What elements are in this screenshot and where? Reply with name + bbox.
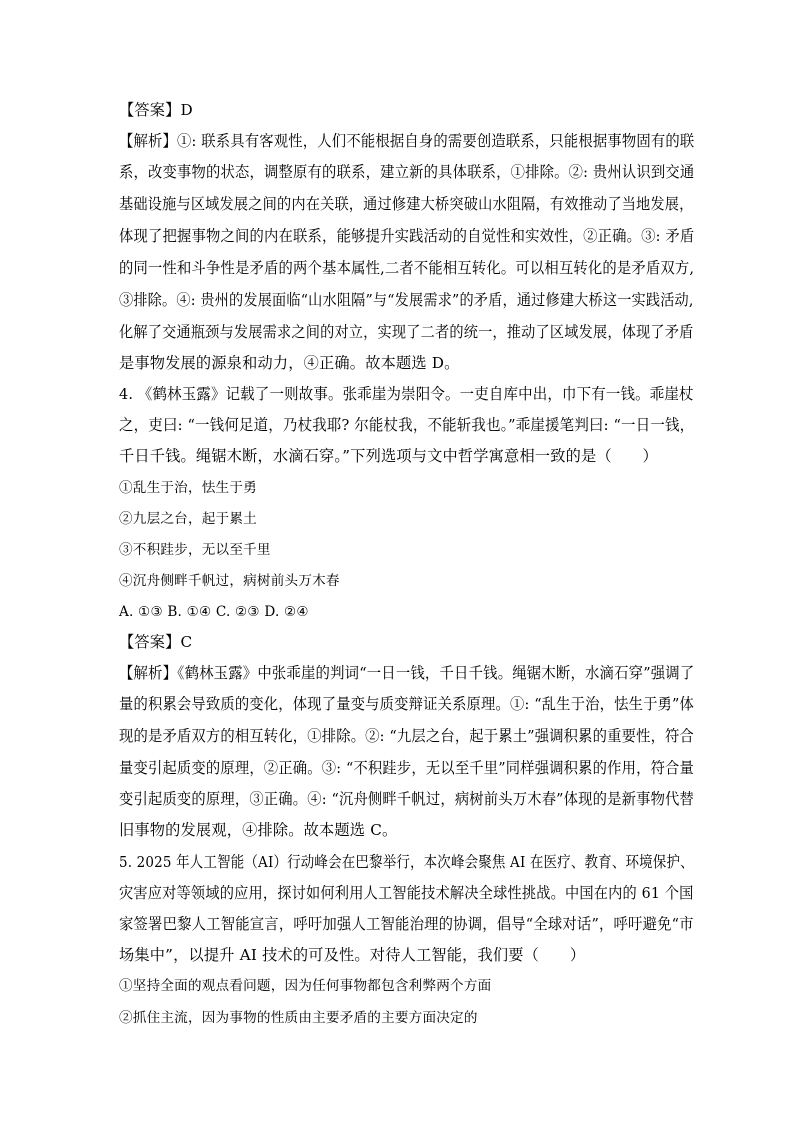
q5-stem-line: 场集中”，以提升 AI 技术的可及性。对待人工智能，我们要（ ） — [119, 946, 586, 964]
q3-analysis-line: 化解了交通瓶颈与发展需求之间的对立，实现了二者的统一，推动了区域发展，体现了矛盾 — [119, 323, 694, 341]
q5-stem-line: 5. 2025 年人工智能（AI）行动峰会在巴黎举行，本次峰会聚焦 AI 在医疗、教育、环境保护、 — [119, 853, 694, 871]
q3-analysis-line: 是事物发展的源泉和动力，④正确。故本题选 D。 — [119, 354, 460, 372]
q3-analysis-line: 系，改变事物的状态，调整原有的联系，建立新的具体联系，①排除。②: 贵州认识到交通 — [119, 163, 695, 181]
q3-answer: 【答案】D — [119, 101, 193, 119]
q4-option: ①乱生于治，怯生于勇 — [119, 480, 257, 496]
q4-option: ②九层之台，起于累土 — [119, 511, 257, 527]
q3-analysis-line: 【解析】①: 联系具有客观性，人们不能根据自身的需要创造联系，只能根据事物固有的联 — [119, 132, 695, 150]
q4-option: ③不积跬步，无以至千里 — [119, 542, 271, 558]
q5-stem-line: 家签署巴黎人工智能宣言，呼吁加强人工智能治理的协调，倡导“全球对话”，呼吁避免“市 — [119, 915, 694, 933]
q4-analysis-line: 旧事物的发展观，④排除。故本题选 C。 — [119, 821, 398, 839]
q4-analysis-line: 现的是矛盾双方的相互转化，①排除。②: “九层之台，起于累土”强调积累的重要性，符合 — [119, 727, 695, 745]
q4-analysis-line: 量的积累会导致质的变化，体现了量变与质变辩证关系原理。①: “乱生于治，怯生于勇”体 — [119, 695, 695, 713]
q4-answer: 【答案】C — [119, 633, 193, 651]
q4-stem-line: 4. 《鹤林玉露》记载了一则故事。张乖崖为崇阳令。一吏自库中出，巾下有一钱。乖崖杖 — [119, 385, 694, 403]
q4-analysis-line: 量变引起质变的原理，②正确。③: “不积跬步，无以至千里”同样强调积累的作用，符合量 — [119, 759, 695, 777]
q4-analysis-line: 变引起质变的原理，③正确。④: “沉舟侧畔千帆过，病树前头万木春”体现的是新事物代替 — [119, 790, 695, 808]
q5-option: ②抓住主流，因为事物的性质由主要矛盾的主要方面决定的 — [119, 1010, 478, 1026]
q4-choices: A. ①③ B. ①④ C. ②③ D. ②④ — [119, 604, 309, 620]
q3-analysis-line: ③排除。④: 贵州的发展面临“山水阻隔”与“发展需求”的矛盾，通过修建大桥这一实践活动, — [119, 291, 694, 309]
q4-option: ④沉舟侧畔千帆过，病树前头万木春 — [119, 573, 340, 589]
q5-option: ①坚持全面的观点看问题，因为任何事物都包含利弊两个方面 — [119, 978, 492, 994]
q5-stem-line: 灾害应对等领域的应用，探讨如何利用人工智能技术解决全球性挑战。中国在内的 61 个国 — [119, 884, 694, 902]
q4-analysis-line: 【解析】《鹤林玉露》中张乖崖的判词“一日一钱，千日千钱。绳锯木断，水滴石穿”强调了 — [119, 664, 695, 682]
q3-analysis-line: 的同一性和斗争性是矛盾的两个基本属性,二者不能相互转化。可以相互转化的是矛盾双方, — [119, 259, 695, 277]
q4-stem-line: 之，吏曰: “一钱何足道，乃杖我耶? 尔能杖我，不能斩我也。”乖崖援笔判曰: “一日一钱， — [119, 416, 695, 434]
q3-analysis-line: 基础设施与区域发展之间的内在关联，通过修建大桥突破山水阻隔，有效推动了当地发展， — [119, 195, 694, 213]
q3-analysis-line: 体现了把握事物之间的内在联系，能够提升实践活动的自觉性和实效性，②正确。③: 矛盾 — [119, 227, 695, 245]
q4-stem-line: 千日千钱。绳锯木断，水滴石穿。”下列选项与文中哲学寓意相一致的是（ ） — [119, 447, 658, 465]
